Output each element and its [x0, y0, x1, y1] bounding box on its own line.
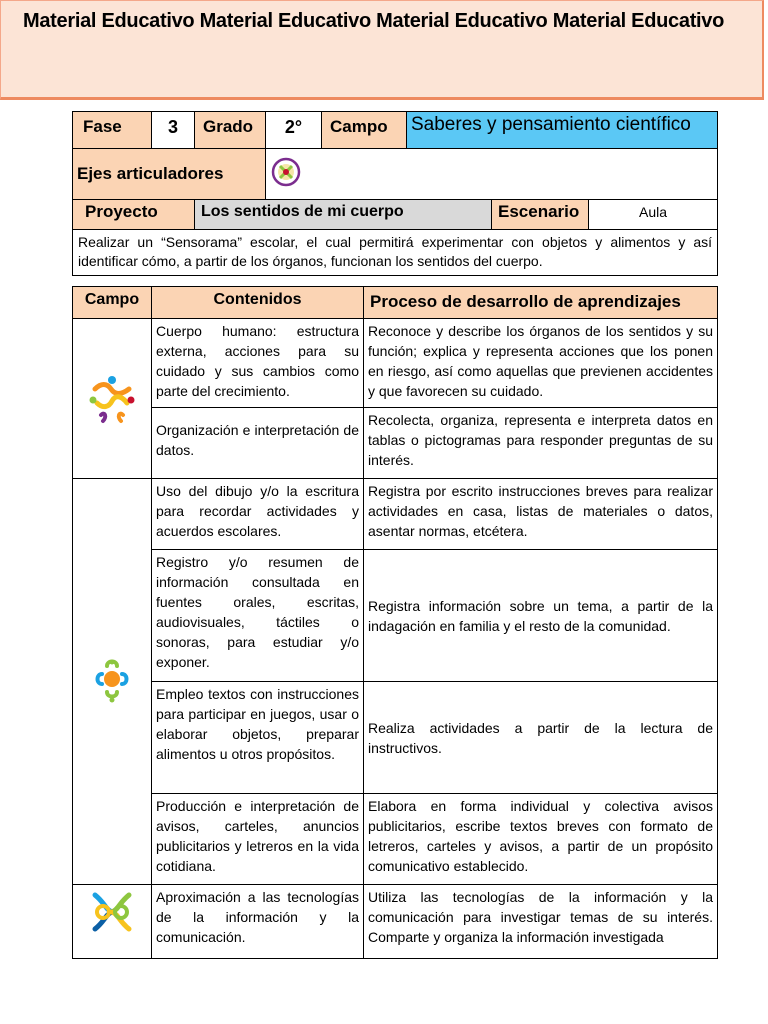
proceso-cell: Recolecta, organiza, representa e interpreta datos en tablas o pictogramas para responder preguntas de su interés.	[364, 408, 718, 479]
proceso-cell: Elabora en forma individual y colectiva avisos publicitarios, escribe textos breves con formato de letreros, carteles y avisos, a partir de un propósito comunicativo establecido.	[364, 794, 718, 885]
col-header-campo: Campo	[73, 287, 152, 319]
contenido-cell: Registro y/o resumen de información consultada en fuentes orales, escritas, audiovisuales, táctiles o sonoras, para estudiar y/o exponer.	[152, 550, 364, 682]
campo-icon-cell	[73, 319, 152, 479]
campo-icon-cell	[73, 885, 152, 959]
col-header-proceso: Proceso de desarrollo de aprendizajes	[364, 287, 718, 319]
banner	[0, 0, 764, 100]
contents-table	[72, 286, 718, 959]
fase-value: 3	[152, 112, 195, 149]
banner-title: Material Educativo Material Educativo Material Educativo Material Educativo	[23, 10, 725, 32]
table-row	[73, 550, 718, 682]
table-row	[73, 479, 718, 550]
ejes-icons	[266, 149, 718, 200]
table-row	[73, 885, 718, 959]
proceso-cell: Realiza actividades a partir de la lectura de instructivos.	[364, 682, 718, 794]
ejes-label: Ejes articuladores	[73, 149, 266, 200]
contenido-cell: Organización e interpretación de datos.	[152, 408, 364, 479]
campo-value: Saberes y pensamiento científico	[407, 112, 718, 149]
proceso-cell: Registra por escrito instrucciones breves para realizar actividades en casa, listas de materiales o datos, asentar normas, etcétera.	[364, 479, 718, 550]
table-row	[73, 682, 718, 794]
escenario-value: Aula	[589, 200, 718, 230]
saberes-campo-icon	[87, 373, 137, 425]
contenido-cell: Cuerpo humano: estructura externa, acciones para su cuidado y sus cambios como parte del crecimiento.	[152, 319, 364, 408]
proceso-cell: Registra información sobre un tema, a partir de la indagación en familia y el resto de la comunidad.	[364, 550, 718, 682]
contenido-cell: Producción e interpretación de avisos, carteles, anuncios publicitarios y letreros en la vida cotidiana.	[152, 794, 364, 885]
ejes-spiral-icon	[270, 155, 302, 189]
grado-value: 2°	[266, 112, 322, 149]
proceso-cell: Utiliza las tecnologías de la información y la comunicación para investigar temas de su interés. Comparte y organiza la información investigada	[364, 885, 718, 959]
campo-label: Campo	[322, 112, 407, 149]
proceso-cell: Reconoce y describe los órganos de los sentidos y su función; explica y representa acciones que los ponen en riesgo, así como aquellas que previenen accidentes y que favorecen su cuidado.	[364, 319, 718, 408]
table-row	[73, 319, 718, 408]
table-row	[73, 794, 718, 885]
table-row	[73, 408, 718, 479]
comunitario-campo-icon	[89, 889, 135, 935]
header-table	[72, 111, 718, 276]
project-description: Realizar un “Sensorama” escolar, el cual permitirá experimentar con objetos y alimentos y así identificar cómo, a partir de los órganos, funcionan los sentidos del cuerpo.	[73, 230, 718, 276]
contenido-cell: Uso del dibujo y/o la escritura para recordar actividades y acuerdos escolares.	[152, 479, 364, 550]
proyecto-value: Los sentidos de mi cuerpo	[195, 200, 492, 230]
grado-label: Grado	[195, 112, 266, 149]
proyecto-label: Proyecto	[73, 200, 195, 230]
escenario-label: Escenario	[492, 200, 589, 230]
campo-icon-cell	[73, 479, 152, 885]
contenido-cell: Empleo textos con instrucciones para participar en juegos, usar o elaborar objetos, preparar alimentos u otros propósitos.	[152, 682, 364, 794]
col-header-contenidos: Contenidos	[152, 287, 364, 319]
lenguajes-campo-icon	[92, 656, 132, 708]
contenido-cell: Aproximación a las tecnologías de la información y la comunicación.	[152, 885, 364, 959]
fase-label: Fase	[73, 112, 152, 149]
